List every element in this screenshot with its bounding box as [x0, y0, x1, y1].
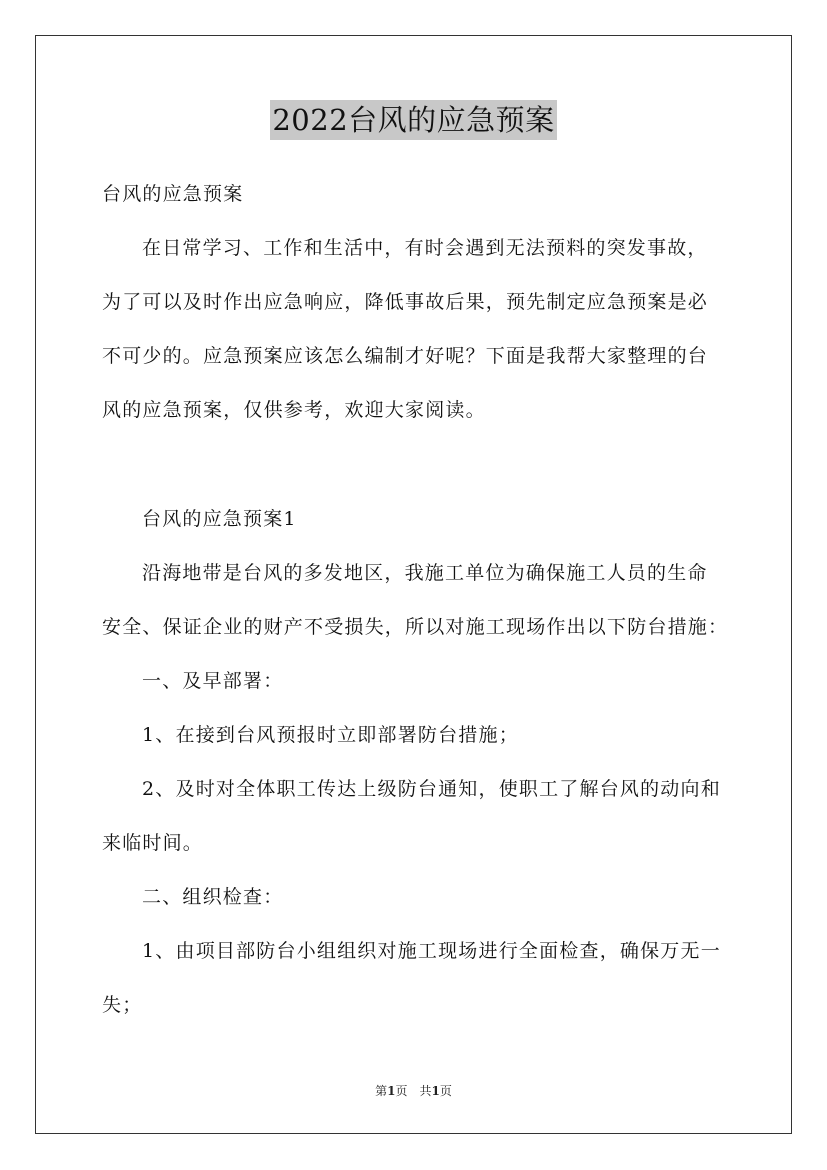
subsection-heading: 台风的应急预案1: [142, 508, 297, 530]
paragraph-line: 不可少的。应急预案应该怎么编制才好呢？下面是我帮大家整理的台: [102, 345, 709, 367]
list-heading: 二、组织检查：: [142, 886, 284, 908]
title-wrap: [0, 100, 827, 140]
footer-page-current: 1: [387, 1084, 396, 1098]
paragraph-line: 风的应急预案，仅供参考，欢迎大家阅读。: [102, 399, 486, 421]
document-title: 2022台风的应急预案: [270, 100, 556, 140]
paragraph-line: 为了可以及时作出应急响应，降低事故后果，预先制定应急预案是必: [102, 291, 709, 313]
list-item-continuation: 失；: [102, 994, 143, 1016]
paragraph-line: 在日常学习、工作和生活中，有时会遇到无法预料的突发事故，: [142, 237, 708, 259]
list-item: 1、在接到台风预报时立即部署防台措施；: [142, 724, 519, 746]
list-item: 2、及时对全体职工传达上级防台通知，使职工了解台风的动向和: [142, 778, 721, 800]
paragraph-line: 沿海地带是台风的多发地区，我施工单位为确保施工人员的生命: [142, 562, 708, 584]
paragraph-line: 安全、保证企业的财产不受损失，所以对施工现场作出以下防台措施：: [102, 616, 729, 638]
section-heading: 台风的应急预案: [102, 183, 244, 205]
page-footer: [0, 1083, 827, 1099]
list-heading: 一、及早部署：: [142, 670, 284, 692]
footer-prefix: 第: [375, 1084, 388, 1098]
list-item: 1、由项目部防台小组组织对施工现场进行全面检查，确保万无一: [142, 940, 721, 962]
footer-suffix: 页: [439, 1084, 452, 1098]
footer-mid: 页 共: [395, 1084, 432, 1098]
footer-page-total: 1: [431, 1084, 440, 1098]
list-item-continuation: 来临时间。: [102, 832, 204, 854]
